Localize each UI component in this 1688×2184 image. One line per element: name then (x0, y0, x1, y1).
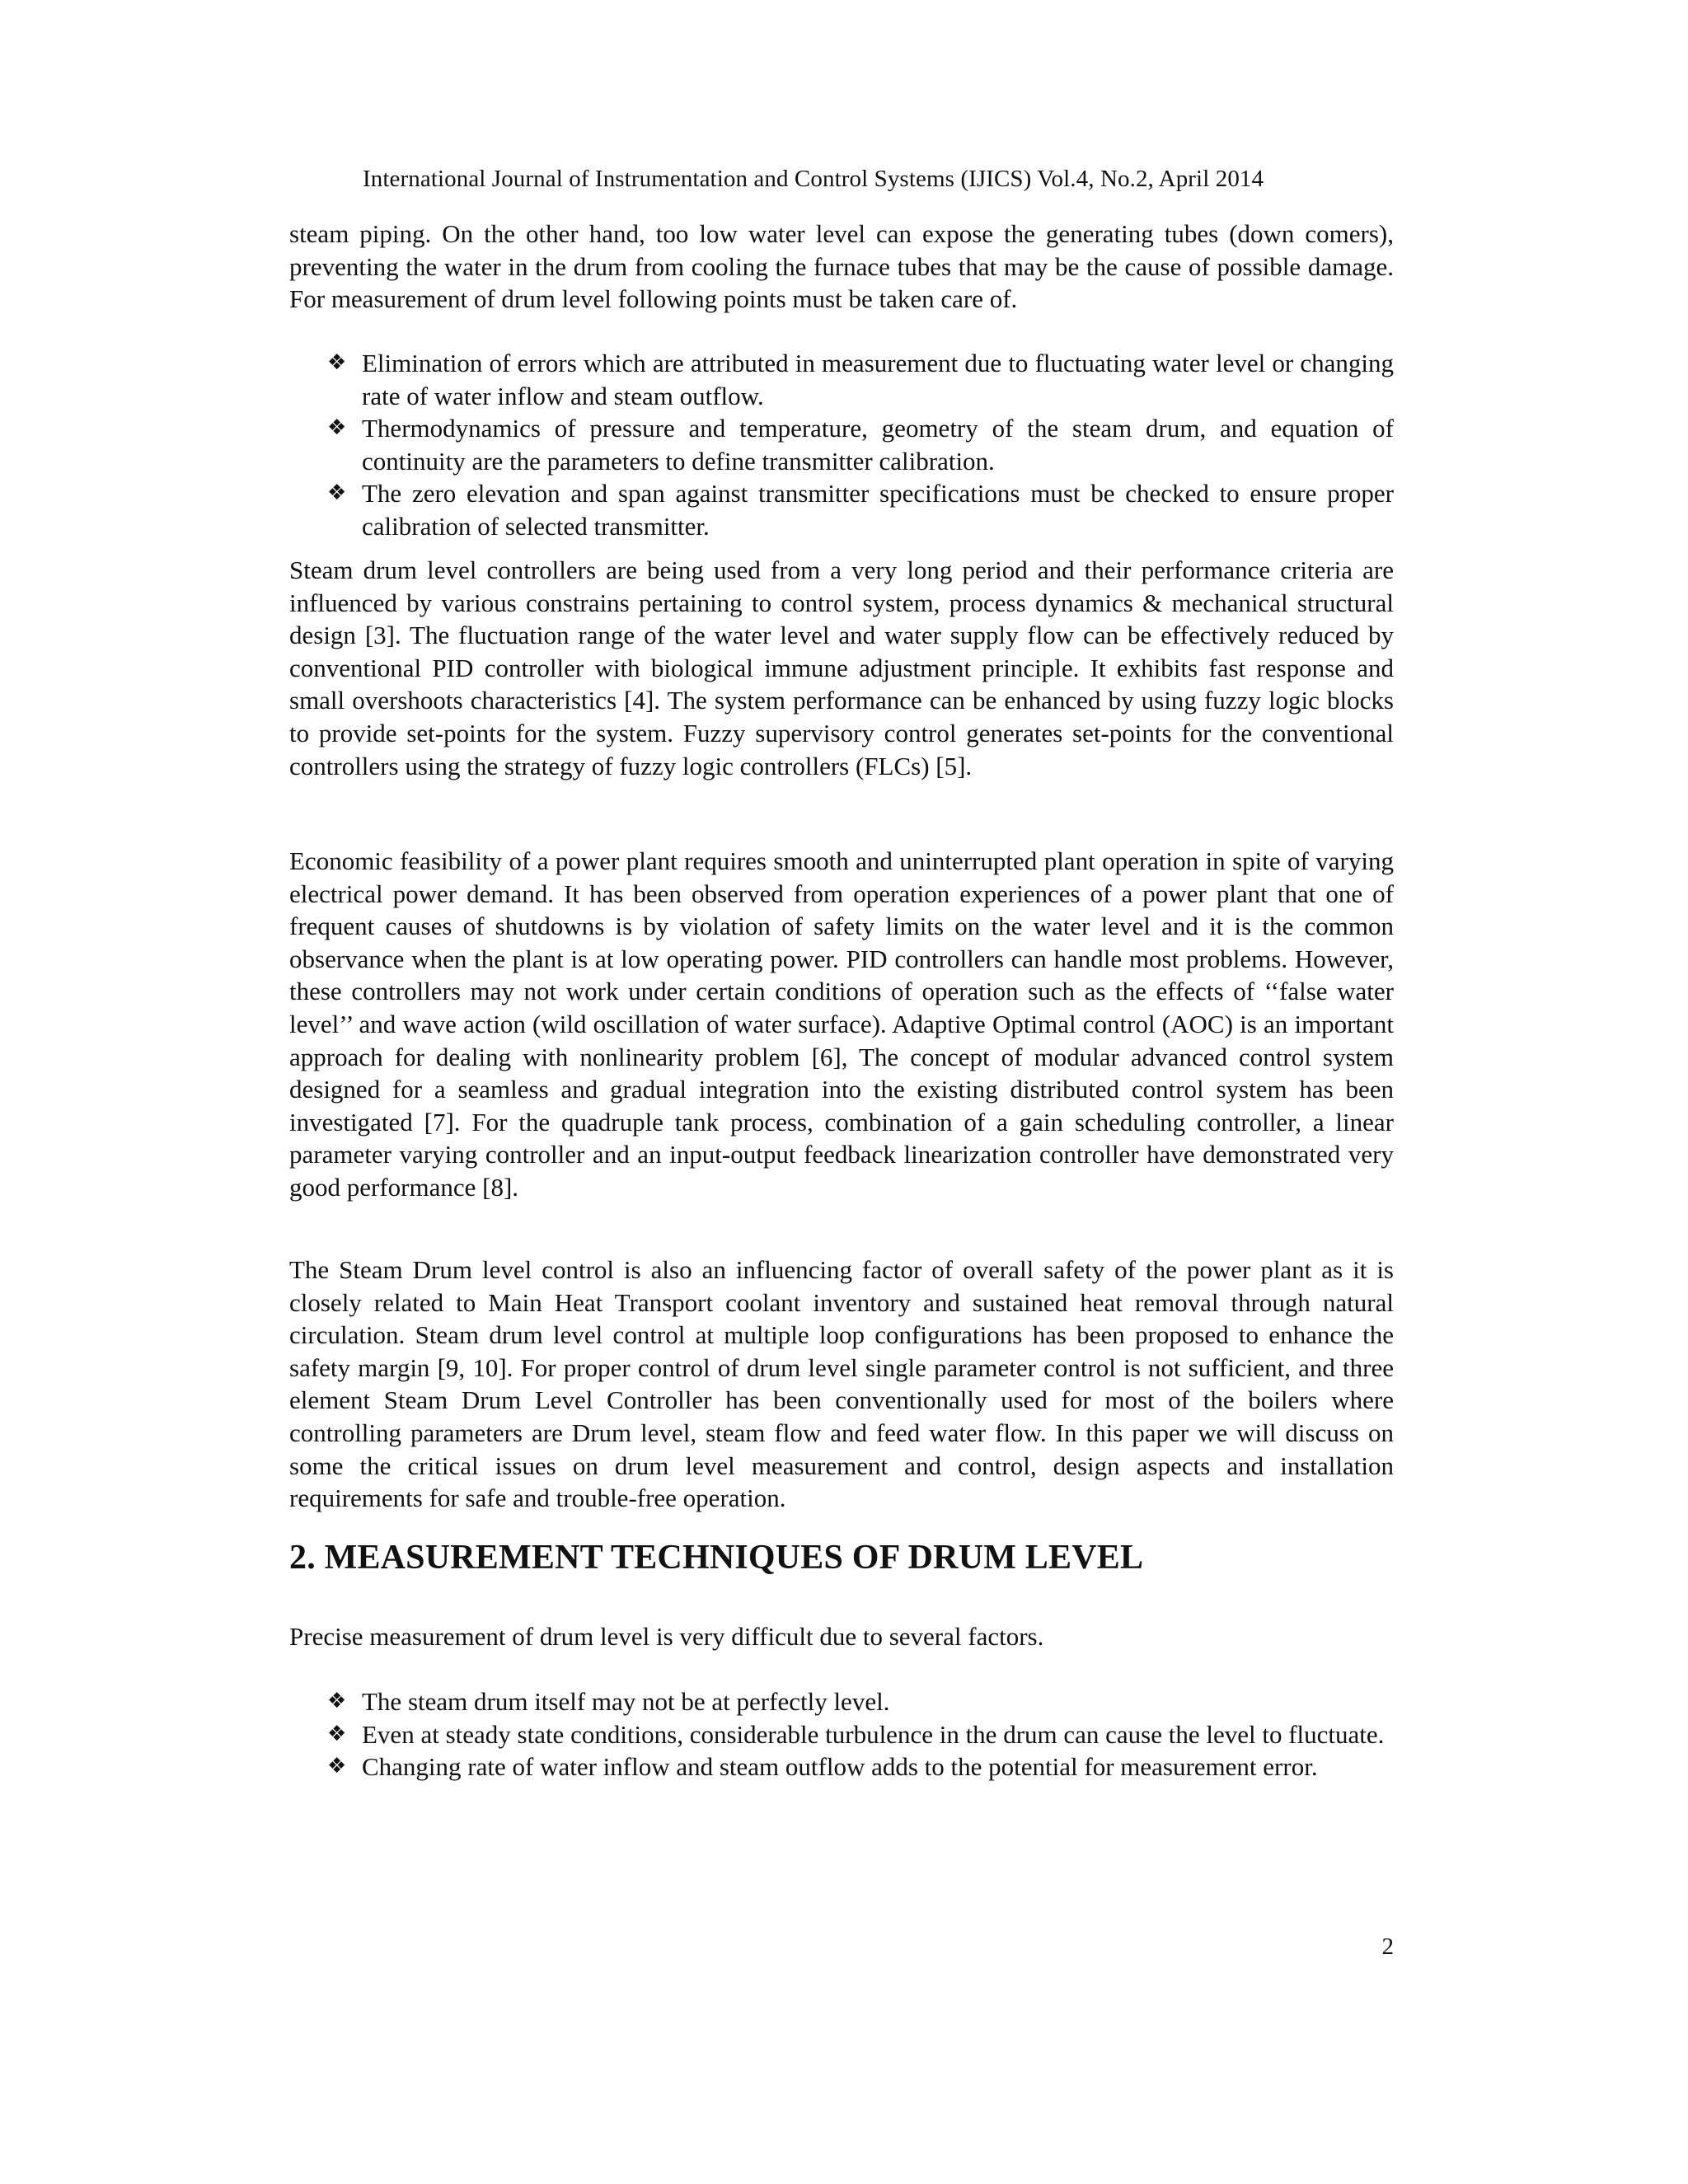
diamond-bullet-icon: ❖ (327, 1754, 347, 1779)
paragraph-steam-drum-controllers: Steam drum level controllers are being used from a very long period and their performance criteria are influenced by various constrains pertaining to control system, process dynamics & mechanical structural design [3]. The fluctuation range of the water level and water supply flow can be effectively reduced by conventional PID controller with biological immune adjustment principle. It exhibits fast response and small overshoots characteristics [4]. The system performance can be enhanced by using fuzzy logic blocks to provide set-points for the system. Fuzzy supervisory control generates set-points for the conventional controllers using the strategy of fuzzy logic controllers (FLCs) [5]. (289, 555, 1394, 780)
diamond-bullet-icon: ❖ (327, 480, 347, 506)
list-item-text: The zero elevation and span against transmitter specifications must be checked to ensure proper calibration of selected transmitter. (362, 479, 1394, 541)
list-item (289, 1685, 1394, 1718)
diamond-bullet-icon: ❖ (327, 415, 347, 441)
paragraph-safety-influence: The Steam Drum level control is also an influencing factor of overall safety of the power plant as it is closely related to Main Heat Transport coolant inventory and sustained heat removal through natural circulation. Steam drum level control at multiple loop configurations has been proposed to enhance the safety margin [9, 10]. For proper control of drum level single parameter control is not sufficient, and three element Steam Drum Level Controller has been conventionally used for most of the boilers where controlling parameters are Drum level, steam flow and feed water flow. In this paper we will discuss on some the critical issues on drum level measurement and control, design aspects and installation requirements for safe and trouble-free operation. (289, 1255, 1394, 1513)
bullet-list-drum-level-points (289, 347, 1394, 543)
list-item-text: Even at steady state conditions, considerable turbulence in the drum can cause the level to fluctuate. (362, 1719, 1385, 1749)
list-item (289, 477, 1394, 542)
list-item-text: Changing rate of water inflow and steam outflow adds to the potential for measurement error. (362, 1752, 1318, 1782)
list-item (289, 1750, 1394, 1783)
list-item-text: Elimination of errors which are attributed in measurement due to fluctuating water level or changing rate of water inflow and steam outflow. (362, 349, 1394, 410)
running-header: International Journal of Instrumentation and Control Systems (IJICS) Vol.4, No.2, April 2014 (363, 166, 1264, 192)
list-item-text: The steam drum itself may not be at perfectly level. (362, 1687, 890, 1716)
diamond-bullet-icon: ❖ (327, 1689, 347, 1713)
section-heading: 2. MEASUREMENT TECHNIQUES OF DRUM LEVEL (289, 1539, 1144, 1577)
paragraph-steam-piping: steam piping. On the other hand, too low water level can expose the generating tubes (down comers), preventing the water in the drum from cooling the furnace tubes that may be the cause of possible damage. For measurement of drum level following points must be taken care of. (289, 219, 1394, 314)
diamond-bullet-icon: ❖ (327, 350, 347, 375)
page-number: 2 (1381, 1933, 1394, 1960)
bullet-list-measurement-factors (289, 1685, 1394, 1783)
list-item (289, 412, 1394, 477)
paragraph-precise-measurement: Precise measurement of drum level is very difficult due to several factors. (289, 1622, 1044, 1651)
paragraph-economic-feasibility: Economic feasibility of a power plant requires smooth and uninterrupted plant operation in spite of varying electrical power demand. It has been observed from operation experiences of a power plant that one of frequent causes of shutdowns is by violation of safety limits on the water level and it is the common observance when the plant is at low operating power. PID controllers can handle most problems. However, these controllers may not work under certain conditions of operation such as the effects of ‘‘false water level’’ and wave action (wild oscillation of water surface). Adaptive Optimal control (AOC) is an important approach for dealing with nonlinearity problem [6], The concept of modular advanced control system designed for a seamless and gradual integration into the existing distributed control system has been investigated [7]. For the quadruple tank process, combination of a gain scheduling controller, a linear parameter varying controller and an input-output feedback linearization controller have demonstrated very good performance [8]. (289, 846, 1394, 1202)
list-item (289, 347, 1394, 412)
list-item-text: Thermodynamics of pressure and temperature, geometry of the steam drum, and equation of continuity are the parameters to define transmitter calibration. (362, 414, 1394, 476)
list-item (289, 1718, 1394, 1751)
diamond-bullet-icon: ❖ (327, 1721, 347, 1746)
